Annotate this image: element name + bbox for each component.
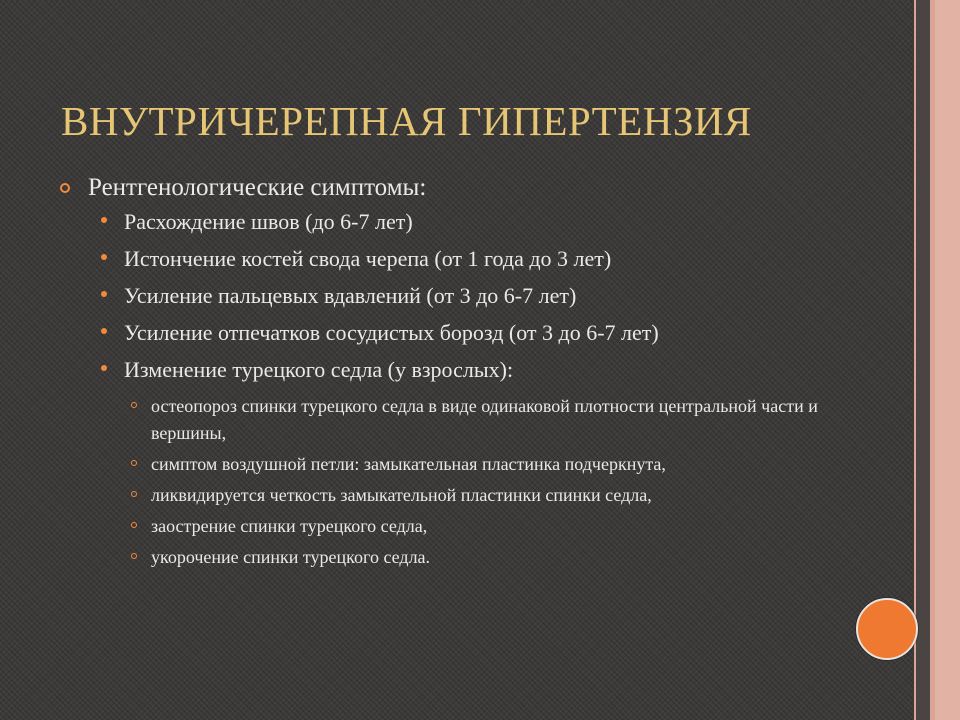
sub-list-item-text: симптом воздушной петли: замыкательная пластинка подчеркнута, bbox=[151, 454, 666, 474]
sub-list-item-text: заострение спинки турецкого седла, bbox=[151, 516, 428, 536]
list-item bbox=[60, 319, 830, 346]
bullet-level1 bbox=[60, 172, 830, 204]
dot-bullet-icon bbox=[101, 217, 107, 223]
list-item-text: Расхождение швов (до 6-7 лет) bbox=[124, 209, 413, 234]
list-item-text: Истончение костей свода черепа (от 1 года до 3 лет) bbox=[124, 246, 612, 271]
small-ring-bullet-icon bbox=[131, 553, 137, 559]
sub-list-item bbox=[60, 513, 830, 540]
sub-list-item bbox=[60, 482, 830, 509]
list-item-text: Усиление пальцевых вдавлений (от 3 до 6-7 лет) bbox=[124, 283, 577, 308]
sub-list-item bbox=[60, 393, 830, 447]
sub-list-item bbox=[60, 451, 830, 478]
list-item bbox=[60, 282, 830, 309]
dot-bullet-icon bbox=[101, 365, 107, 371]
ring-bullet-icon bbox=[60, 183, 70, 193]
list-item bbox=[60, 356, 830, 383]
decorative-side-stripes bbox=[914, 0, 960, 720]
list-item bbox=[60, 245, 830, 272]
small-ring-bullet-icon bbox=[131, 460, 137, 466]
list-item-text: Изменение турецкого седла (у взрослых): bbox=[124, 357, 514, 382]
small-ring-bullet-icon bbox=[131, 491, 137, 497]
list-item-text: Усиление отпечатков сосудистых борозд (от 3 до 6-7 лет) bbox=[124, 320, 659, 345]
slide-content bbox=[60, 172, 830, 575]
dot-bullet-icon bbox=[101, 328, 107, 334]
dot-bullet-icon bbox=[101, 291, 107, 297]
stripe-dark bbox=[916, 0, 930, 720]
small-ring-bullet-icon bbox=[131, 522, 137, 528]
dot-bullet-icon bbox=[101, 254, 107, 260]
slide-title: ВНУТРИЧЕРЕПНАЯ ГИПЕРТЕНЗИЯ bbox=[61, 98, 752, 144]
sub-list-item bbox=[60, 544, 830, 571]
sub-list-item-text: ликвидируется четкость замыкательной пластинки спинки седла, bbox=[151, 485, 652, 505]
sub-list-item-text: остеопороз спинки турецкого седла в виде одинаковой плотности центральной части и вершины, bbox=[151, 396, 818, 443]
decorative-orange-circle bbox=[856, 598, 918, 660]
heading-text: Рентгенологические симптомы: bbox=[88, 174, 427, 201]
small-ring-bullet-icon bbox=[131, 402, 137, 408]
stripe-wide bbox=[935, 0, 960, 720]
sub-list-item-text: укорочение спинки турецкого седла. bbox=[151, 547, 431, 567]
list-item bbox=[60, 208, 830, 235]
